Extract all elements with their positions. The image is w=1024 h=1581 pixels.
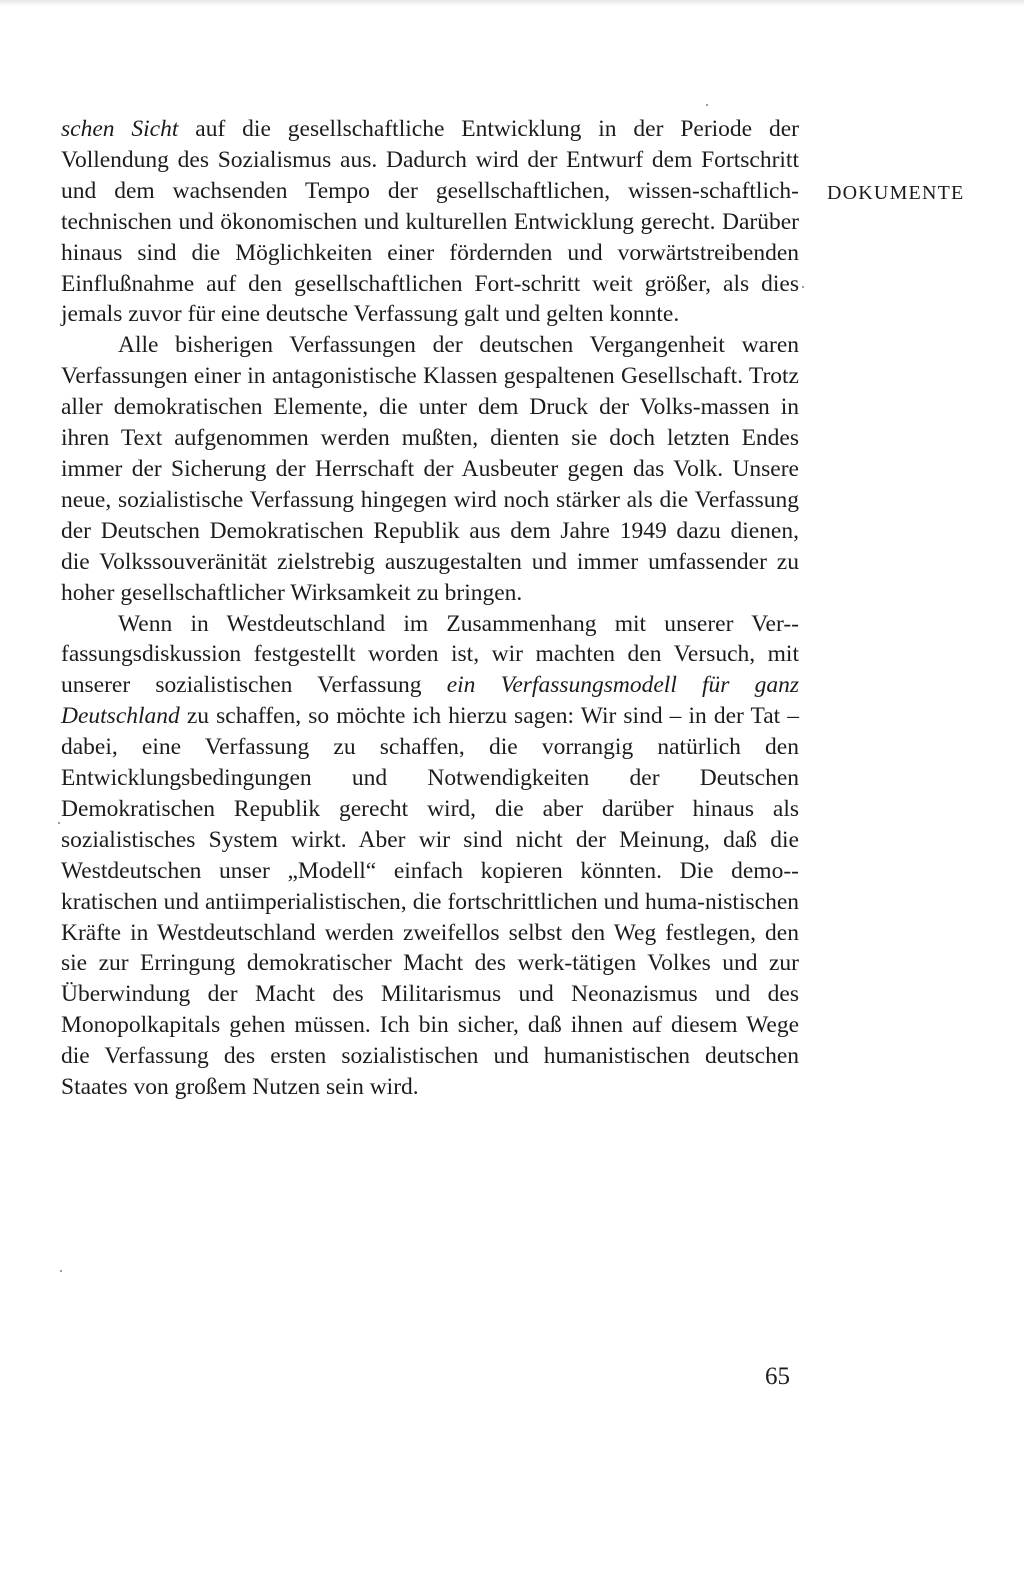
paragraph-3: [61, 609, 799, 1104]
paragraph-1-italic-opening: schen Sicht: [61, 116, 179, 142]
paragraph-2: [61, 330, 799, 608]
margin-note-dokumente: DOKUMENTE: [827, 182, 965, 204]
scan-top-edge: [0, 0, 1024, 6]
page-number: 65: [765, 1363, 790, 1390]
paragraph-1: [61, 114, 799, 330]
paragraph-3-text-end: zu schaffen, so möchte ich hierzu sagen: Wir sind – in der Tat – dabei, eine Verfassung zu schaffen, die vorrangig natürlich den Entwicklungsbedingungen und Notwendigkeiten der Deutschen Demokratischen Republik gerecht wird, die aber darüber hinaus als sozialistisches System wirkt. Aber wir sind nicht der Meinung, daß die Westdeutschen unser „Modell“ einfach kopieren könnten. Die demo-kratischen und antiimperialistischen, die fortschrittlichen und huma-nistischen Kräfte in Westdeutschland werden zweifellos selbst den Weg festlegen, den sie zur Erringung demokratischer Macht des werk-tätigen Volkes und zur Überwindung der Macht des Militarismus und Neonazismus und des Monopolkapitals gehen müssen. Ich bin sicher, daß ihnen auf diesem Wege die Verfassung des ersten sozialistischen und humanistischen deutschen Staates von großem Nutzen sein wird.: [61, 703, 799, 1101]
scan-speck: [58, 822, 60, 824]
paragraph-3-text-start: Wenn in Westdeutschland im Zusammenhang mit unserer Ver-fassungsdiskussion festgestellt worden ist, wir machten den Versuch, mit unserer sozialistischen Verfassung: [61, 610, 799, 699]
scan-speck: [706, 104, 708, 106]
paragraph-1-text: auf die gesellschaftliche Entwicklung in der Periode der Vollendung des Sozialismus aus. Dadurch wird der Entwurf dem Fortschritt und dem wachsenden Tempo der gesellschaftlichen, wissen-schaftlich-technischen und ökonomischen und kulturellen Entwicklung gerecht. Darüber hinaus sind die Möglichkeiten einer fördernden und vorwärtstreibenden Einflußnahme auf den gesellschaftlichen Fort-schritt weit größer, als dies jemals zuvor für eine deutsche Verfassung galt und gelten konnte.: [61, 116, 799, 328]
paragraph-3-italic-phrase: ein Verfassungsmodell für ganz Deutschland: [61, 672, 799, 730]
page-body-text: [61, 114, 799, 1103]
scan-speck: [60, 1270, 62, 1272]
paragraph-2-text: Alle bisherigen Verfassungen der deutschen Vergangenheit waren Verfassungen einer in antagonistische Klassen gespaltenen Gesellschaft. Trotz aller demokratischen Elemente, die unter dem Druck der Volks-massen in ihren Text aufgenommen werden mußten, dienten sie doch letzten Endes immer der Sicherung der Herrschaft der Ausbeuter gegen das Volk. Unsere neue, sozialistische Verfassung hingegen wird noch stärker als die Verfassung der Deutschen Demokratischen Republik aus dem Jahre 1949 dazu dienen, die Volkssouveränität zielstrebig auszugestalten und immer umfassender zu hoher gesellschaftlicher Wirksamkeit zu bringen.: [61, 332, 799, 606]
scan-speck: [802, 286, 804, 288]
